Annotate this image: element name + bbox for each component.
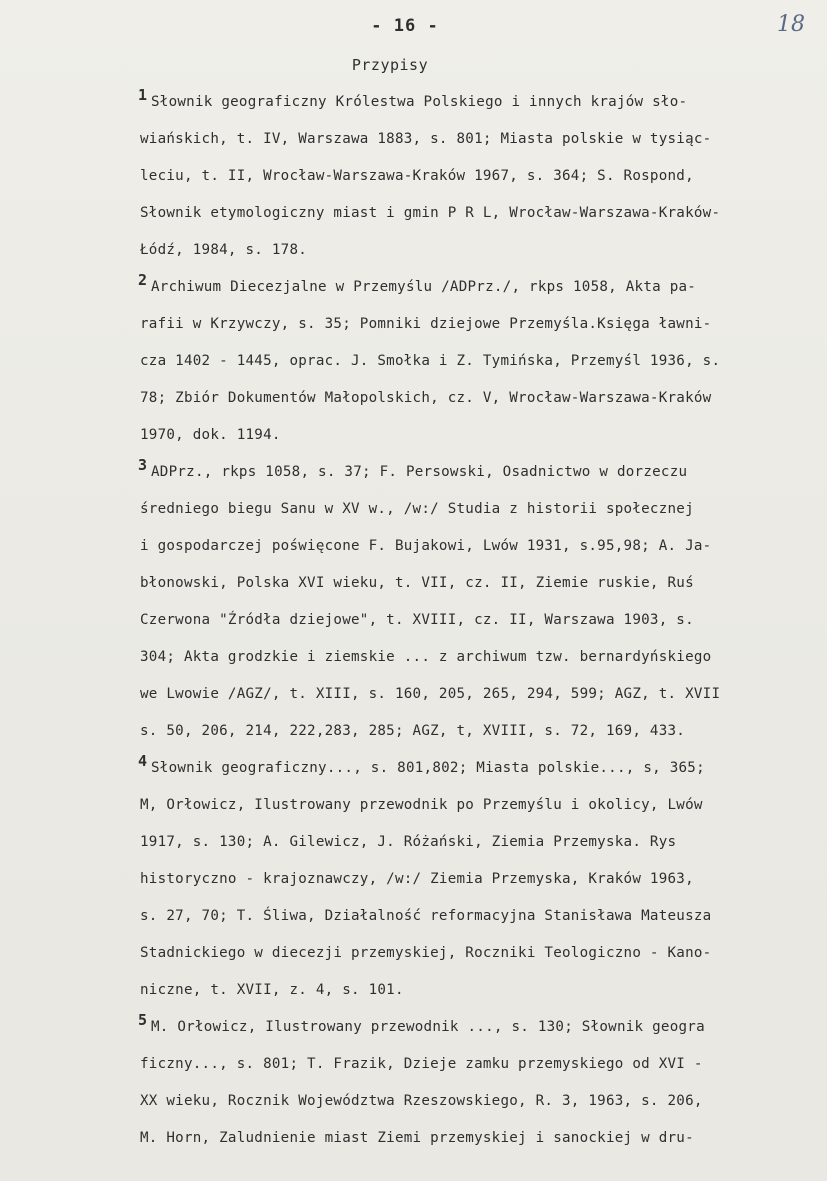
footnote-line: 1917, s. 130; A. Gilewicz, J. Różański, Ziemia Przemyska. Rys bbox=[140, 834, 677, 850]
footnote-line: średniego biegu Sanu w XV w., /w:/ Studia z historii społecznej bbox=[140, 501, 694, 517]
footnote-line: Słownik etymologiczny miast i gmin P R L, Wrocław-Warszawa-Kraków- bbox=[140, 205, 721, 221]
footnote-line: XX wieku, Rocznik Województwa Rzeszowskiego, R. 3, 1963, s. 206, bbox=[140, 1093, 703, 1109]
footnote-line: s. 27, 70; T. Śliwa, Działalność reformacyjna Stanisława Mateusza bbox=[140, 908, 712, 924]
footnote-1 bbox=[140, 84, 820, 269]
footnote-number: 4 bbox=[138, 752, 148, 770]
footnote-4 bbox=[140, 750, 820, 1009]
footnote-line: Stadnickiego w diecezji przemyskiej, Roczniki Teologiczno - Kano- bbox=[140, 945, 712, 961]
footnote-line: rafii w Krzywczy, s. 35; Pomniki dziejowe Przemyśla.Księga ławni- bbox=[140, 316, 712, 332]
footnote-line: Czerwona "Źródła dziejowe", t. XVIII, cz. II, Warszawa 1903, s. bbox=[140, 612, 694, 628]
footnote-line: i gospodarczej poświęcone F. Bujakowi, Lwów 1931, s.95,98; A. Ja- bbox=[140, 538, 712, 554]
footnotes-list bbox=[140, 84, 820, 1157]
footnote-number: 2 bbox=[138, 271, 148, 289]
footnote-text: Słownik geograficzny Królestwa Polskiego i innych krajów sło- bbox=[151, 94, 688, 110]
footnote-line bbox=[140, 84, 820, 121]
footnote-line: Łódź, 1984, s. 178. bbox=[140, 242, 308, 258]
footnote-line: błonowski, Polska XVI wieku, t. VII, cz. II, Ziemie ruskie, Ruś bbox=[140, 575, 694, 591]
footnote-text: ADPrz., rkps 1058, s. 37; F. Persowski, Osadnictwo w dorzeczu bbox=[151, 464, 688, 480]
footnote-number: 1 bbox=[138, 86, 148, 104]
footnote-number: 5 bbox=[138, 1011, 148, 1029]
footnote-text: Słownik geograficzny..., s. 801,802; Miasta polskie..., s, 365; bbox=[151, 760, 705, 776]
footnote-line: 78; Zbiór Dokumentów Małopolskich, cz. V, Wrocław-Warszawa-Kraków bbox=[140, 390, 712, 406]
footnote-line: s. 50, 206, 214, 222,283, 285; AGZ, t, XVIII, s. 72, 169, 433. bbox=[140, 723, 686, 739]
footnote-5 bbox=[140, 1009, 820, 1157]
footnote-text: M. Orłowicz, Ilustrowany przewodnik ..., s. 130; Słownik geogra bbox=[151, 1019, 705, 1035]
page-number: - 16 - bbox=[371, 16, 439, 36]
footnote-line: we Lwowie /AGZ/, t. XIII, s. 160, 205, 265, 294, 599; AGZ, t. XVII bbox=[140, 686, 721, 702]
footnote-line: M, Orłowicz, Ilustrowany przewodnik po Przemyślu i okolicy, Lwów bbox=[140, 797, 703, 813]
footnote-2 bbox=[140, 269, 820, 454]
footnote-line bbox=[140, 750, 820, 787]
handwritten-archive-number: 18 bbox=[777, 12, 805, 37]
footnote-line: 304; Akta grodzkie i ziemskie ... z archiwum tzw. bernardyńskiego bbox=[140, 649, 712, 665]
section-heading: Przypisy bbox=[351, 56, 429, 74]
footnote-text: Archiwum Diecezjalne w Przemyślu /ADPrz./, rkps 1058, Akta pa- bbox=[151, 279, 697, 295]
footnote-line bbox=[140, 1009, 820, 1046]
footnote-line bbox=[140, 454, 820, 491]
footnote-line: wiańskich, t. IV, Warszawa 1883, s. 801; Miasta polskie w tysiąc- bbox=[140, 131, 712, 147]
footnote-line: M. Horn, Zaludnienie miast Ziemi przemyskiej i sanockiej w dru- bbox=[140, 1130, 694, 1146]
footnote-line: niczne, t. XVII, z. 4, s. 101. bbox=[140, 982, 404, 998]
footnote-line: 1970, dok. 1194. bbox=[140, 427, 281, 443]
footnote-3 bbox=[140, 454, 820, 750]
footnote-line bbox=[140, 269, 820, 306]
footnote-number: 3 bbox=[138, 456, 148, 474]
footnote-line: cza 1402 - 1445, oprac. J. Smołka i Z. Tymińska, Przemyśl 1936, s. bbox=[140, 353, 721, 369]
footnote-line: leciu, t. II, Wrocław-Warszawa-Kraków 1967, s. 364; S. Rospond, bbox=[140, 168, 694, 184]
footnote-line: historyczno - krajoznawczy, /w:/ Ziemia Przemyska, Kraków 1963, bbox=[140, 871, 694, 887]
footnote-line: ficzny..., s. 801; T. Frazik, Dzieje zamku przemyskiego od XVI - bbox=[140, 1056, 703, 1072]
